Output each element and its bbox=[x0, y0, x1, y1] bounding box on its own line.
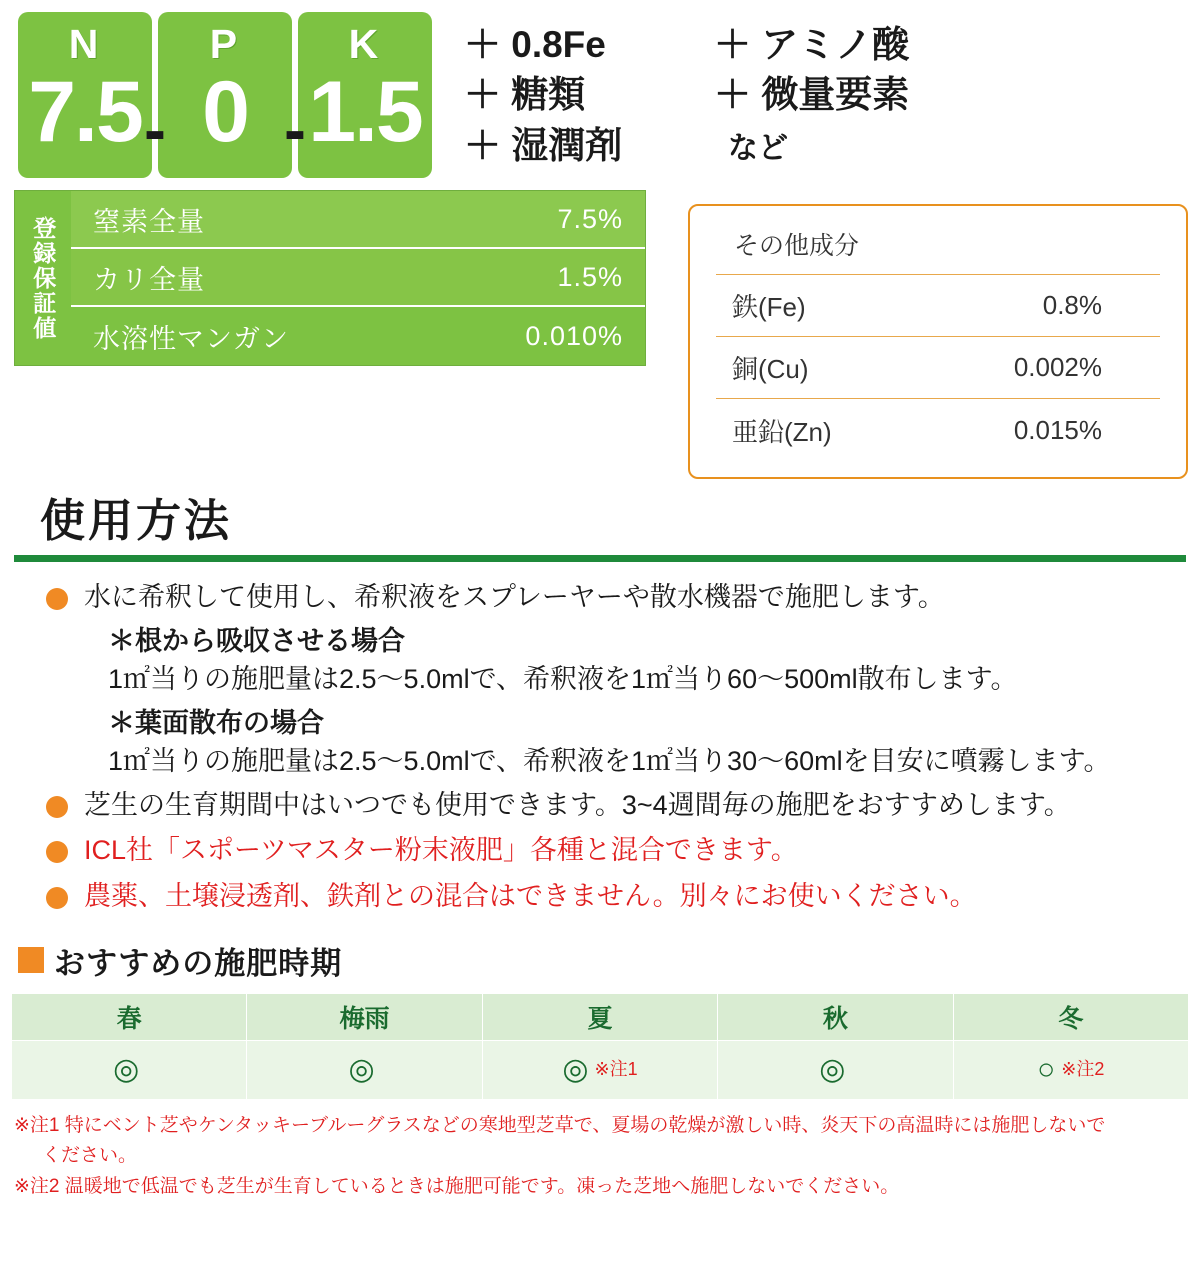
extra-item-amino: ＋ アミノ酸 bbox=[713, 24, 910, 65]
bullet-icon bbox=[46, 588, 68, 610]
other-name-2: 亜鉛(Zn) bbox=[732, 416, 832, 447]
extra-item-wetting: ＋ 湿潤剤 bbox=[463, 124, 623, 166]
season-col-winter: 冬 bbox=[953, 993, 1188, 1040]
season-table bbox=[11, 993, 1189, 1100]
npk-letter-p: P bbox=[209, 21, 241, 67]
usage-item-2: 芝生の生育期間中はいつでも使用できます。3~4週間毎の施肥をおすすめします。 bbox=[84, 790, 1071, 821]
other-name-1: 銅(Cu) bbox=[732, 354, 809, 384]
extra-item-sugar: ＋ 糖類 bbox=[463, 74, 586, 116]
other-components-title: その他成分 bbox=[716, 220, 1160, 275]
season-mark-spring: ◎ bbox=[113, 1053, 140, 1087]
season-mark-summer: ◎ bbox=[562, 1053, 589, 1087]
npk-unit-n bbox=[18, 12, 166, 178]
table-row bbox=[716, 337, 1160, 399]
usage-item-4: 農薬、土壌浸透剤、鉄剤との混合はできません。別々にお使いください。 bbox=[84, 880, 977, 911]
guarantee-value-0: 7.5% bbox=[557, 203, 623, 234]
extra-item-fe: ＋ 0.8Fe bbox=[463, 24, 606, 65]
season-col-summer: 夏 bbox=[482, 993, 717, 1040]
usage-item-3: ICL社「スポーツマスター粉末液肥」各種と混合できます。 bbox=[84, 835, 798, 866]
bullet-icon bbox=[46, 887, 68, 909]
npk-box-k bbox=[298, 12, 432, 178]
usage-sub-title-2: ＊葉面散布の場合 bbox=[108, 707, 324, 738]
season-cell-rainy bbox=[247, 1040, 482, 1099]
season-note-winter: ※注2 bbox=[1061, 1059, 1105, 1080]
npk-extras bbox=[464, 22, 909, 169]
usage-sub-body-1: 1㎡当りの施肥量は2.5〜5.0mlで、希釈液を1㎡当り60〜500ml散布します。 bbox=[108, 663, 1018, 694]
npk-dash-2: - bbox=[283, 92, 306, 166]
npk-value-n: 7.5 bbox=[28, 64, 142, 160]
guarantee-table bbox=[14, 190, 646, 366]
table-row bbox=[71, 249, 645, 307]
table-row bbox=[71, 191, 645, 249]
npk-boxes bbox=[18, 12, 432, 178]
usage-sub-body-2: 1㎡当りの施肥量は2.5〜5.0mlで、希釈液を1㎡当り30〜60mlを目安に噴霧します。 bbox=[108, 745, 1111, 776]
npk-box-n bbox=[18, 12, 152, 178]
guarantee-rows bbox=[71, 191, 645, 365]
bullet-icon bbox=[46, 841, 68, 863]
npk-unit-p bbox=[158, 12, 306, 178]
season-title: おすすめの施肥時期 bbox=[54, 945, 343, 981]
usage-sub-root bbox=[108, 623, 1200, 699]
extra-item-nado bbox=[714, 123, 909, 169]
footnotes bbox=[14, 1112, 1200, 1202]
guarantee-label: 登録保証値 bbox=[15, 191, 71, 365]
season-col-spring: 春 bbox=[12, 993, 247, 1040]
composition-section bbox=[0, 190, 1200, 480]
npk-dash-1: - bbox=[144, 92, 166, 166]
footnote-1: ※注1 特にベント芝やケンタッキーブルーグラスなどの寒地型芝草で、夏場の乾燥が激しい時、炎天下の高温時には施肥しないで bbox=[14, 1114, 1106, 1136]
season-cell-summer bbox=[482, 1040, 717, 1099]
table-row bbox=[716, 399, 1160, 461]
usage-sub-foliar bbox=[108, 705, 1200, 781]
season-mark-rainy: ◎ bbox=[348, 1053, 375, 1087]
usage-divider bbox=[14, 555, 1186, 562]
npk-letter-n: N bbox=[68, 21, 102, 67]
list-item bbox=[22, 578, 1200, 617]
list-item bbox=[22, 831, 1200, 870]
season-cell-autumn bbox=[718, 1040, 953, 1099]
table-header-row bbox=[12, 993, 1189, 1040]
bullet-icon bbox=[46, 796, 68, 818]
table-row bbox=[12, 1040, 1189, 1099]
footnote-1-cont: ください。 bbox=[42, 1145, 138, 1167]
npk-box-p bbox=[158, 12, 292, 178]
guarantee-name-1: カリ全量 bbox=[93, 264, 205, 295]
guarantee-name-0: 窒素全量 bbox=[93, 206, 205, 237]
list-item bbox=[22, 786, 1200, 825]
season-cell-winter bbox=[953, 1040, 1188, 1099]
npk-value-k: 1.5 bbox=[308, 64, 422, 160]
other-value-1: 0.002% bbox=[1013, 352, 1102, 382]
usage-list bbox=[0, 562, 1200, 916]
usage-sub-title-1: ＊根から吸収させる場合 bbox=[108, 626, 405, 657]
season-mark-autumn: ◎ bbox=[819, 1053, 846, 1087]
npk-header bbox=[0, 0, 1200, 190]
season-heading bbox=[18, 938, 1200, 983]
season-note-summer: ※注1 bbox=[594, 1059, 638, 1080]
other-components-box bbox=[688, 204, 1188, 479]
table-row bbox=[71, 307, 645, 365]
square-bullet-icon bbox=[18, 947, 44, 973]
other-name-0: 鉄(Fe) bbox=[732, 292, 806, 322]
page-title: 使用方法 bbox=[40, 495, 233, 546]
table-row bbox=[716, 275, 1160, 337]
other-value-2: 0.015% bbox=[1013, 414, 1102, 445]
season-col-rainy: 梅雨 bbox=[247, 993, 482, 1040]
season-mark-winter: ○ bbox=[1037, 1052, 1056, 1086]
usage-item-1: 水に希釈して使用し、希釈液をスプレーヤーや散水機器で施肥します。 bbox=[84, 582, 945, 612]
footnote-2: ※注2 温暖地で低温でも芝生が生育しているときは施肥可能です。凍った芝地へ施肥しないでください。 bbox=[14, 1175, 900, 1197]
guarantee-value-1: 1.5% bbox=[557, 261, 623, 292]
list-item bbox=[22, 877, 1200, 916]
extra-item-trace: ＋ 微量要素 bbox=[713, 74, 910, 116]
npk-letter-k: K bbox=[348, 21, 382, 67]
season-col-autumn: 秋 bbox=[718, 993, 953, 1040]
guarantee-value-2: 0.010% bbox=[525, 320, 623, 351]
npk-value-p: 0 bbox=[202, 64, 248, 160]
npk-unit-k bbox=[298, 12, 432, 178]
other-value-0: 0.8% bbox=[1042, 290, 1102, 320]
extra-nado-label: など bbox=[727, 131, 788, 165]
guarantee-name-2: 水溶性マンガン bbox=[93, 323, 289, 354]
season-cell-spring bbox=[12, 1040, 247, 1099]
